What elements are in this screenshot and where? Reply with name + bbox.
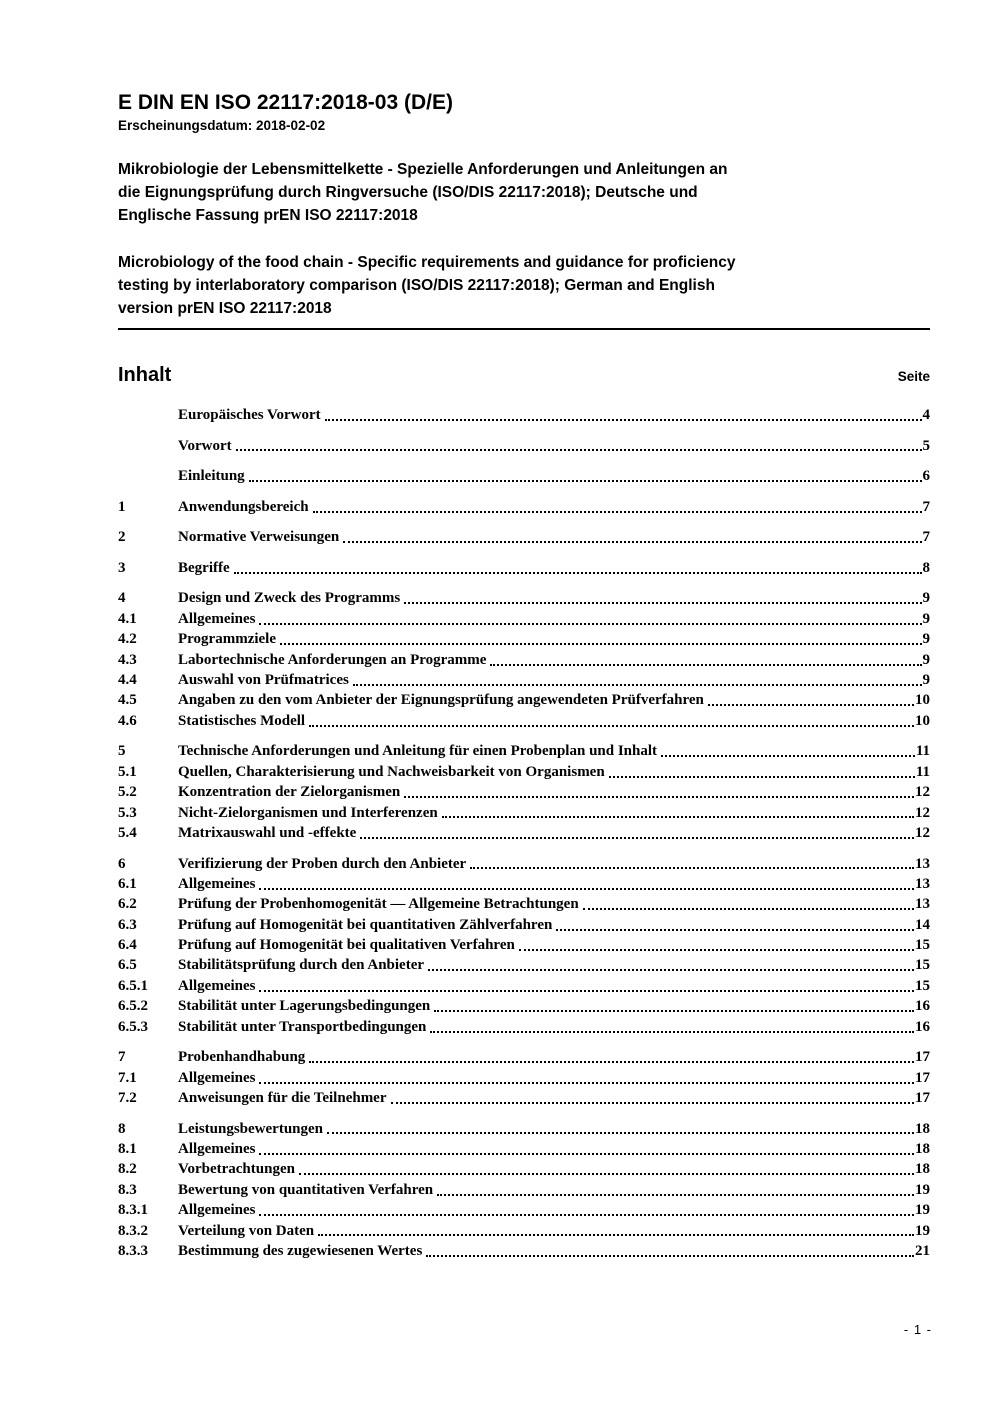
toc-entry-title: Allgemeines [178,875,256,892]
toc-entry-dot-leader [437,1194,914,1196]
toc-entry-number: 7.2 [118,1090,137,1107]
toc-entry-page: 12 [915,784,930,801]
toc-entry[interactable] [118,915,930,935]
toc-entry-title: Matrixauswahl und -effekte [178,824,357,841]
toc-entry-page: 7 [922,498,930,515]
toc-entry-number: 5.3 [118,804,137,821]
toc-entry-number: 5.4 [118,824,137,841]
toc-entry[interactable] [118,894,930,914]
toc-entry-title: Begriffe [178,559,230,576]
page-number-footer: - 1 - [903,1322,932,1337]
toc-entry[interactable] [118,1241,930,1261]
toc-entry[interactable] [118,1200,930,1220]
document-title-german-line: Mikrobiologie der Lebensmittelkette - Spezielle Anforderungen und Anleitungen an [118,161,728,178]
toc-entry-dot-leader [259,888,914,890]
toc-entry-page: 6 [922,468,930,485]
toc-entry-title: Einleitung [178,468,245,485]
toc-entry-page: 9 [922,672,930,689]
toc-entry-title: Europäisches Vorwort [178,407,321,423]
toc-entry-page: 15 [915,957,930,974]
toc-entry[interactable] [118,711,930,731]
toc-entry-page: 15 [915,937,930,954]
toc-entry[interactable] [118,823,930,843]
toc-entry-title: Allgemeines [178,1202,256,1219]
toc-entry-title: Bestimmung des zugewiesenen Wertes [178,1242,423,1259]
toc-entry-page: 9 [922,610,930,627]
toc-entry-number: 8.3.3 [118,1242,148,1259]
toc-entry[interactable] [118,558,930,578]
toc-entry-dot-leader [426,1255,914,1257]
toc-entry-title: Programmziele [178,631,277,648]
toc-entry-page: 15 [915,977,930,994]
toc-entry-number: 4.4 [118,672,137,689]
toc-entry-title: Technische Anforderungen und Anleitung für einen Probenplan und Inhalt [178,743,658,760]
toc-entry[interactable] [118,996,930,1016]
toc-entry-number: 4.2 [118,631,137,648]
toc-entry-number: 4.3 [118,651,137,668]
toc-entry-title: Design und Zweck des Programms [178,590,401,607]
document-title-german-line: Englische Fassung prEN ISO 22117:2018 [118,207,418,224]
toc-entry-dot-leader [583,908,914,910]
toc-entry-title: Angaben zu den vom Anbieter der Eignungsprüfung angewendeten Prüfverfahren [178,692,704,709]
toc-entry-number: 6 [118,855,126,872]
toc-entry-number: 2 [118,529,126,546]
toc-entry-page: 9 [922,590,930,607]
toc-entry[interactable] [118,782,930,802]
toc-entry-number: 8.2 [118,1161,137,1178]
toc-entry-title: Allgemeines [178,610,256,627]
toc-entry-dot-leader [434,1010,914,1012]
page-content [0,91,992,1261]
toc-entry-dot-leader [442,816,914,818]
toc-entry-title: Vorbetrachtungen [178,1161,295,1178]
toc-entry-number: 1 [118,498,126,515]
toc-entry-title: Verifizierung der Proben durch den Anbieter [178,855,467,872]
toc-entry-title: Statistisches Modell [178,712,306,729]
toc-entry-page: 19 [915,1222,930,1239]
toc-page-column-label: Seite [897,369,930,384]
toc-entry-title: Stabilität unter Transportbedingungen [178,1018,427,1035]
toc-entry-page: 17 [915,1049,930,1066]
toc-entry-dot-leader [259,990,914,992]
document-title-english-line: testing by interlaboratory comparison (ISO/DIS 22117:2018); German and English [118,277,715,294]
toc-entry-title: Leistungsbewertungen [178,1120,324,1137]
toc-entry-number: 6.3 [118,916,137,933]
toc-entry-dot-leader [353,684,922,686]
toc-entry-dot-leader [280,643,921,645]
toc-entry-page: 10 [915,692,930,709]
toc-entry-title: Anweisungen für die Teilnehmer [178,1090,387,1107]
toc-entry-dot-leader [661,755,915,757]
toc-entry-number: 8 [118,1120,126,1137]
toc-entry-dot-leader [556,929,914,931]
toc-entry-number: 3 [118,559,126,576]
toc-entry-number: 6.5.3 [118,1018,148,1035]
document-title-english-line: Microbiology of the food chain - Specific requirements and guidance for proficiency [118,254,736,271]
toc-entry-dot-leader [708,704,914,706]
toc-entry-page: 11 [915,763,930,780]
toc-entry-number: 7 [118,1049,126,1066]
toc-header-row [118,363,930,387]
toc-list [118,405,930,1261]
toc-entry-page: 16 [915,1018,930,1035]
toc-entry-page: 18 [915,1140,930,1157]
toc-entry-number: 8.3.2 [118,1222,148,1239]
toc-entry-title: Allgemeines [178,1069,256,1086]
toc-entry-dot-leader [430,1031,914,1033]
document-id-title: E DIN EN ISO 22117:2018-03 (D/E) [118,91,453,114]
toc-entry-dot-leader [609,776,915,778]
toc-entry-dot-leader [470,867,914,869]
toc-entry-page: 11 [915,743,930,760]
toc-entry-number: 4.5 [118,692,137,709]
document-title-german-line: die Eignungsprüfung durch Ringversuche (ISO/DIS 22117:2018); Deutsche und [118,184,698,201]
toc-entry-number: 8.3 [118,1181,137,1198]
toc-entry[interactable] [118,650,930,670]
toc-entry-page: 4 [922,407,930,423]
toc-entry[interactable] [118,1159,930,1179]
toc-entry[interactable] [118,1068,930,1088]
toc-entry-dot-leader [259,1214,914,1216]
toc-entry-page: 13 [915,875,930,892]
toc-entry-title: Allgemeines [178,977,256,994]
toc-entry-page: 18 [915,1120,930,1137]
header-divider-rule [118,328,930,330]
toc-entry-page: 19 [915,1202,930,1219]
toc-entry-page: 17 [915,1069,930,1086]
toc-entry-dot-leader [519,949,914,951]
toc-entry-dot-leader [360,837,914,839]
toc-entry-number: 5.2 [118,784,137,801]
toc-entry-title: Stabilitätsprüfung durch den Anbieter [178,957,425,974]
toc-entry-dot-leader [234,572,922,574]
document-title-english [118,251,930,320]
toc-entry-number: 4 [118,590,126,607]
toc-entry[interactable] [118,609,930,629]
toc-entry-dot-leader [404,602,921,604]
toc-entry-title: Stabilität unter Lagerungsbedingungen [178,998,431,1015]
toc-entry-dot-leader [313,511,922,513]
toc-entry-number: 8.1 [118,1140,137,1157]
toc-entry[interactable] [118,670,930,690]
toc-entry-title: Prüfung auf Homogenität bei qualitativen Verfahren [178,937,515,954]
toc-entry-dot-leader [404,796,914,798]
toc-entry-number: 8.3.1 [118,1202,148,1219]
toc-entry[interactable] [118,629,930,649]
toc-entry-title: Prüfung der Probenhomogenität — Allgemeine Betrachtungen [178,896,579,913]
toc-entry-page: 9 [922,631,930,648]
toc-entry[interactable] [118,405,930,425]
toc-entry[interactable] [118,1180,930,1200]
toc-entry-dot-leader [249,480,922,482]
toc-entry-number: 7.1 [118,1069,137,1086]
toc-entry[interactable] [118,1221,930,1241]
toc-entry-page: 18 [915,1161,930,1178]
toc-entry-dot-leader [428,969,914,971]
toc-entry-page: 13 [915,896,930,913]
toc-entry-title: Auswahl von Prüfmatrices [178,672,349,689]
toc-entry[interactable] [118,527,930,547]
toc-entry[interactable] [118,1088,930,1108]
toc-entry-page: 12 [915,824,930,841]
toc-entry-number: 6.1 [118,875,137,892]
document-title-english-line: version prEN ISO 22117:2018 [118,300,332,317]
toc-entry-number: 4.6 [118,712,137,729]
toc-entry-number: 5.1 [118,763,137,780]
toc-entry[interactable] [118,976,930,996]
toc-entry-title: Anwendungsbereich [178,498,309,515]
toc-entry[interactable] [118,690,930,710]
toc-entry-dot-leader [327,1132,914,1134]
toc-entry-dot-leader [299,1173,914,1175]
toc-entry[interactable] [118,497,930,517]
toc-entry-page: 13 [915,855,930,872]
toc-entry-dot-leader [309,1061,914,1063]
toc-entry-number: 6.5.2 [118,998,148,1015]
toc-entry-title: Konzentration der Zielorganismen [178,784,401,801]
toc-entry[interactable] [118,762,930,782]
toc-entry-page: 12 [915,804,930,821]
toc-entry-dot-leader [391,1102,915,1104]
toc-entry-title: Nicht-Zielorganismen und Interferenzen [178,804,438,821]
toc-entry-page: 8 [922,559,930,576]
toc-entry-dot-leader [236,449,922,451]
toc-entry-number: 5 [118,743,126,760]
toc-entry-number: 6.4 [118,937,137,954]
toc-heading: Inhalt [118,364,172,386]
toc-entry[interactable] [118,935,930,955]
document-title-german [118,158,930,227]
toc-entry-dot-leader [343,541,921,543]
toc-entry-title: Labortechnische Anforderungen an Programme [178,651,487,668]
toc-entry-page: 21 [915,1242,930,1259]
toc-entry[interactable] [118,436,930,456]
toc-entry-title: Verteilung von Daten [178,1222,315,1239]
toc-entry[interactable] [118,466,930,486]
toc-entry-number: 6.2 [118,896,137,913]
toc-entry-dot-leader [325,419,922,421]
toc-entry-title: Vorwort [178,437,232,454]
toc-entry-dot-leader [259,1153,914,1155]
toc-entry-page: 16 [915,998,930,1015]
toc-entry-title: Prüfung auf Homogenität bei quantitativen Zählverfahren [178,916,553,933]
toc-entry[interactable] [118,1139,930,1159]
toc-entry-title: Bewertung von quantitativen Verfahren [178,1181,434,1198]
toc-entry-dot-leader [490,664,921,666]
toc-entry[interactable] [118,955,930,975]
toc-entry-page: 10 [915,712,930,729]
toc-entry-title: Probenhandhabung [178,1049,306,1066]
toc-entry[interactable] [118,1119,930,1139]
toc-entry-dot-leader [259,1082,914,1084]
toc-entry-dot-leader [259,623,921,625]
toc-entry-page: 19 [915,1181,930,1198]
toc-entry-page: 5 [922,437,930,454]
publish-date: Erscheinungsdatum: 2018-02-02 [118,118,326,133]
toc-entry[interactable] [118,1017,930,1037]
toc-entry-page: 17 [915,1090,930,1107]
toc-entry-number: 6.5.1 [118,977,148,994]
toc-entry-dot-leader [309,725,914,727]
toc-entry-page: 9 [922,651,930,668]
toc-entry-dot-leader [318,1234,914,1236]
toc-entry-title: Normative Verweisungen [178,529,340,546]
toc-entry-number: 6.5 [118,957,137,974]
toc-entry-title: Allgemeines [178,1140,256,1157]
toc-entry-number: 4.1 [118,610,137,627]
toc-entry[interactable] [118,741,930,761]
toc-entry[interactable] [118,803,930,823]
toc-entry[interactable] [118,1047,930,1067]
toc-entry-page: 7 [922,529,930,546]
toc-entry[interactable] [118,588,930,608]
toc-entry-title: Quellen, Charakterisierung und Nachweisbarkeit von Organismen [178,763,605,780]
toc-entry[interactable] [118,854,930,874]
toc-entry-page: 14 [915,916,930,933]
toc-entry[interactable] [118,874,930,894]
